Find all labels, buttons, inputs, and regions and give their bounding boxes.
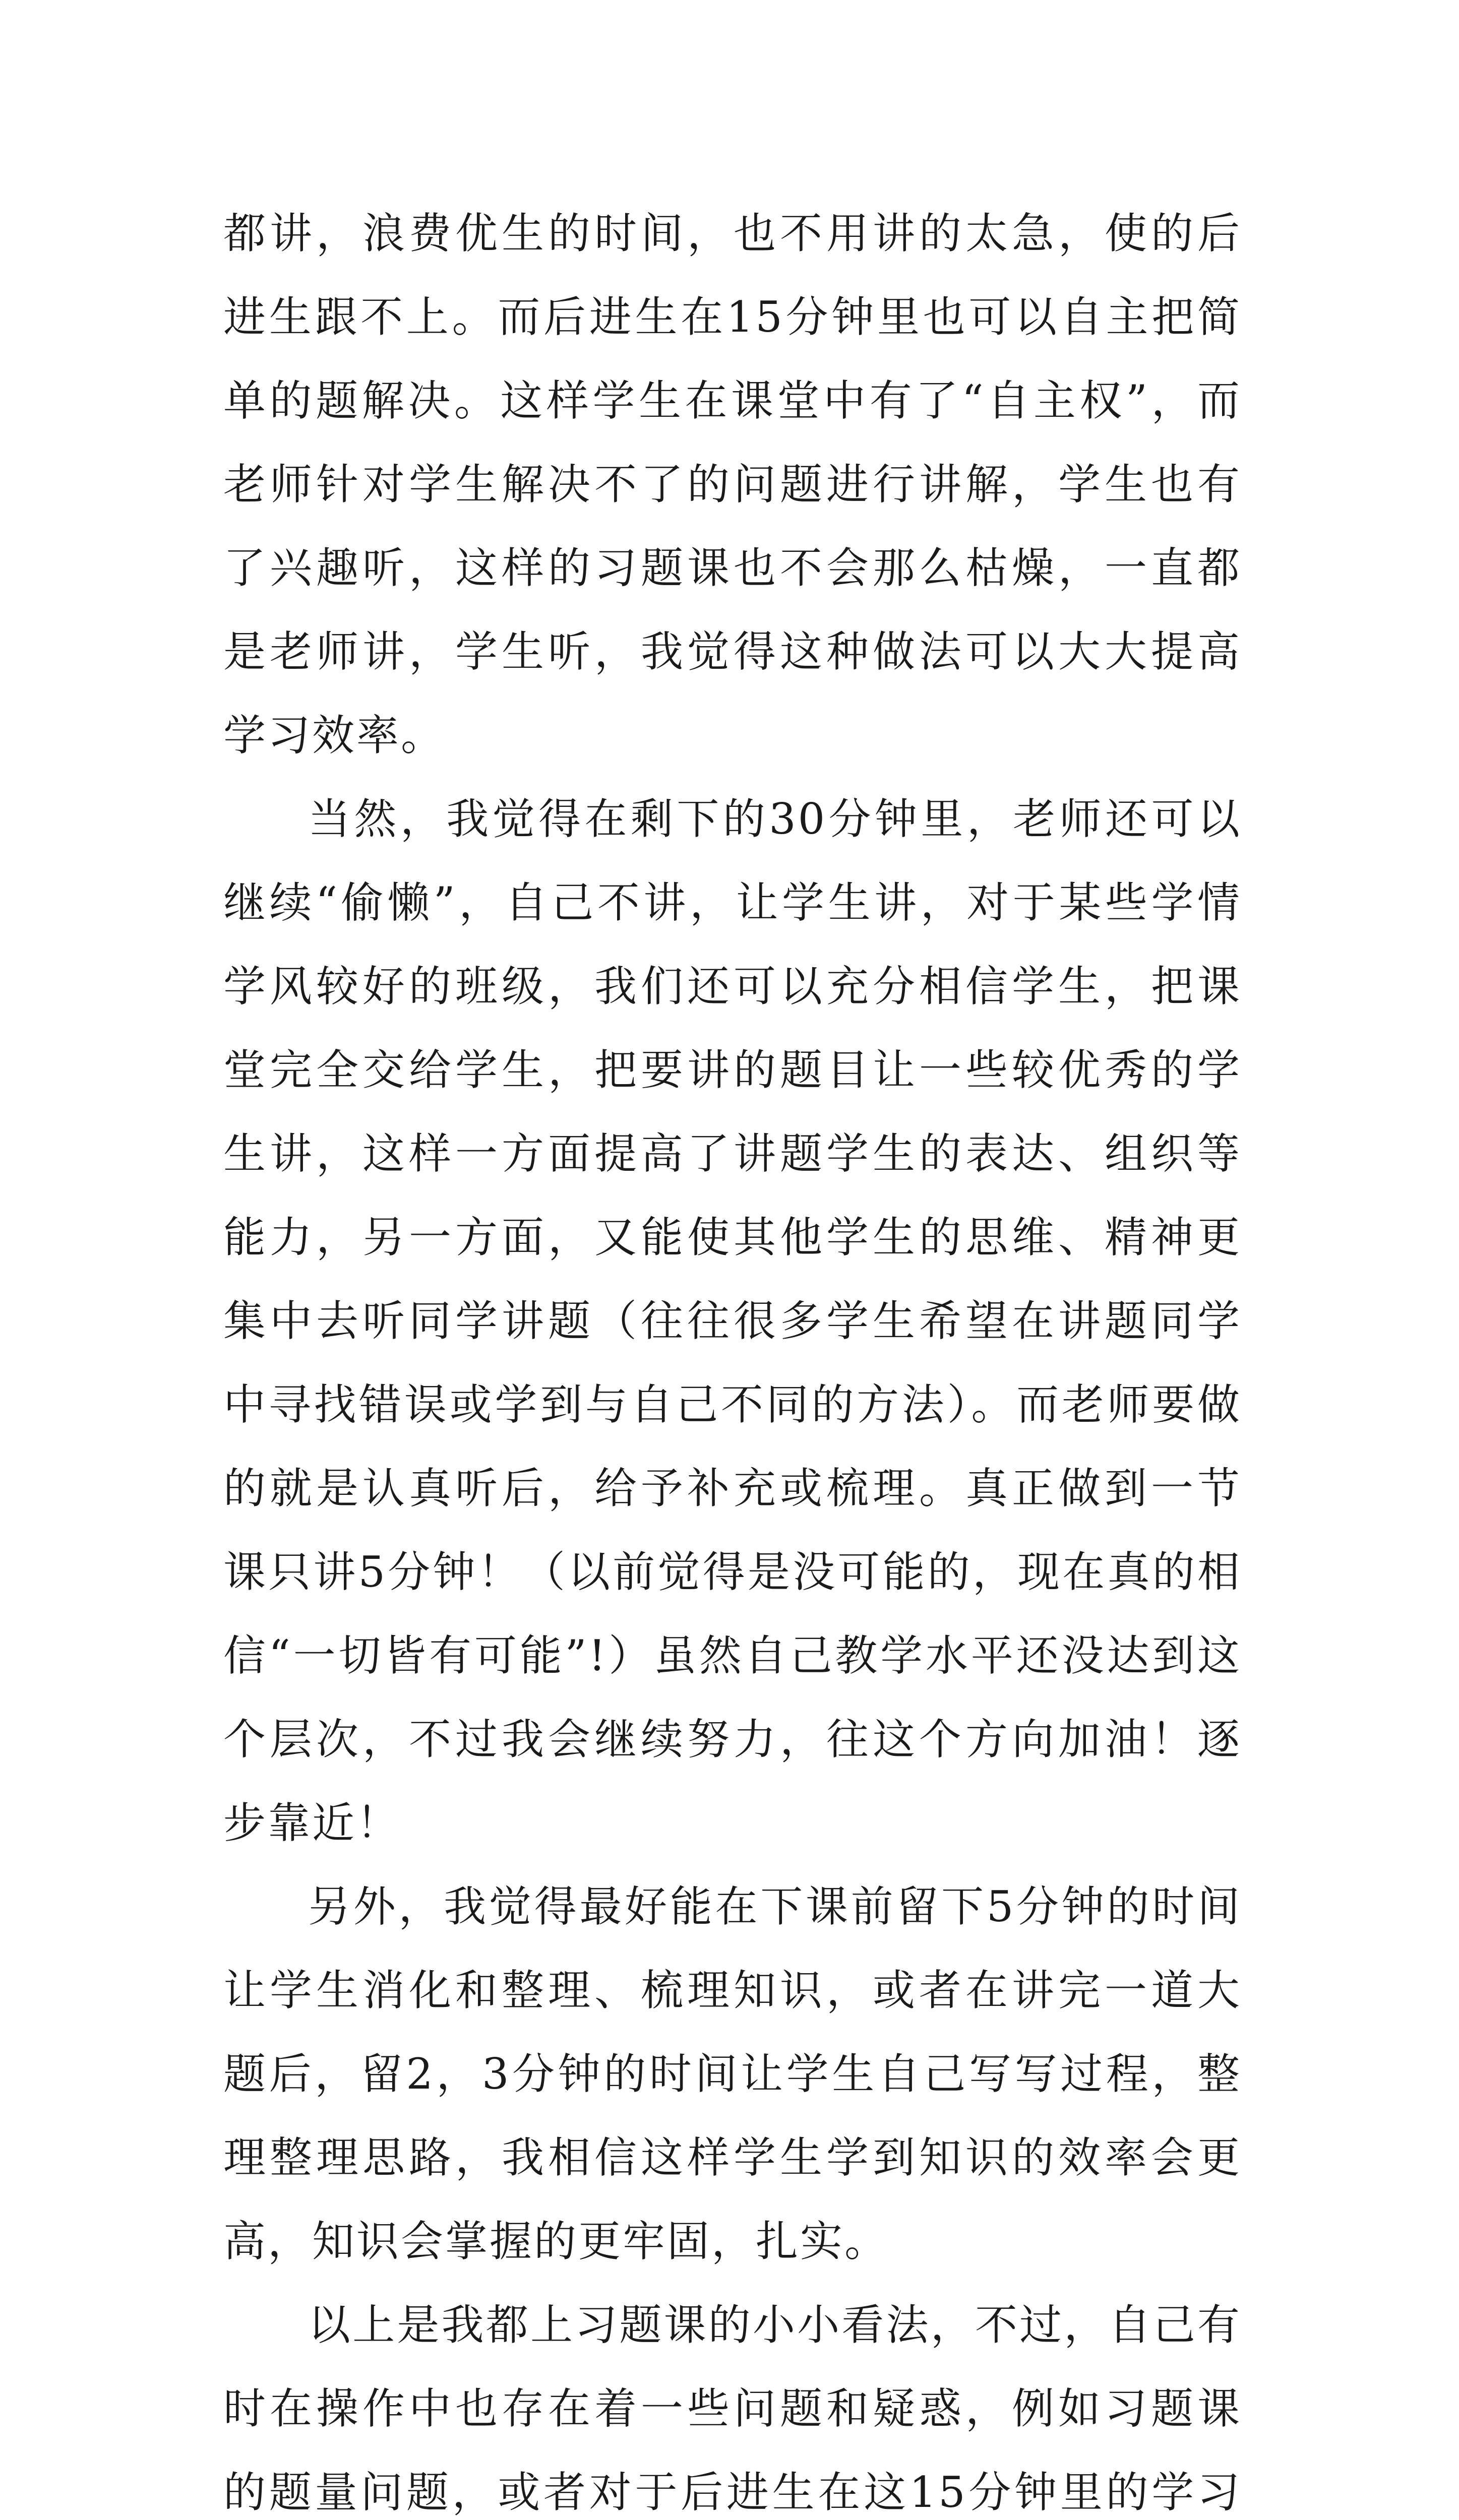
paragraph-3: 另外，我觉得最好能在下课前留下5分钟的时间让学生消化和整理、梳理知识，或者在讲完一道大题后，留2，3分钟的时间让学生自己写写过程，整理整理思路，我相信这样学生学到知识的效率会更高，知识会掌握的更牢固，扎实。 bbox=[223, 1882, 1242, 2266]
paragraph-1: 都讲，浪费优生的时间，也不用讲的太急，使的后进生跟不上。而后进生在15分钟里也可以自主把简单的题解决。这样学生在课堂中有了“自主权”，而老师针对学生解决不了的问题进行讲解，学生也有了兴趣听，这样的习题课也不会那么枯燥，一直都是老师讲，学生听，我觉得这种做法可以大大提高学习效率。 bbox=[223, 209, 1242, 760]
paragraph-4: 以上是我都上习题课的小小看法，不过，自己有时在操作中也存在着一些问题和疑惑，例如习题课的题量问题，或者对于后进生在这15分钟里的学习 bbox=[223, 2300, 1242, 2517]
paragraph-2: 当然，我觉得在剩下的30分钟里，老师还可以继续“偷懒”，自己不讲，让学生讲，对于某些学情学风较好的班级，我们还可以充分相信学生，把课堂完全交给学生，把要讲的题目让一些较优秀的学生讲，这样一方面提高了讲题学生的表达、组织等能力，另一方面，又能使其他学生的思维、精神更集中去听同学讲题（往往很多学生希望在讲题同学中寻找错误或学到与自己不同的方法）。而老师要做的就是认真听后，给予补充或梳理。真正做到一节课只讲5分钟！（以前觉得是没可能的，现在真的相信“一切皆有可能”!）虽然自己教学水平还没达到这个层次，不过我会继续努力，往这个方向加油！逐步靠近！ bbox=[223, 794, 1242, 1848]
body-text bbox=[223, 192, 1242, 2520]
